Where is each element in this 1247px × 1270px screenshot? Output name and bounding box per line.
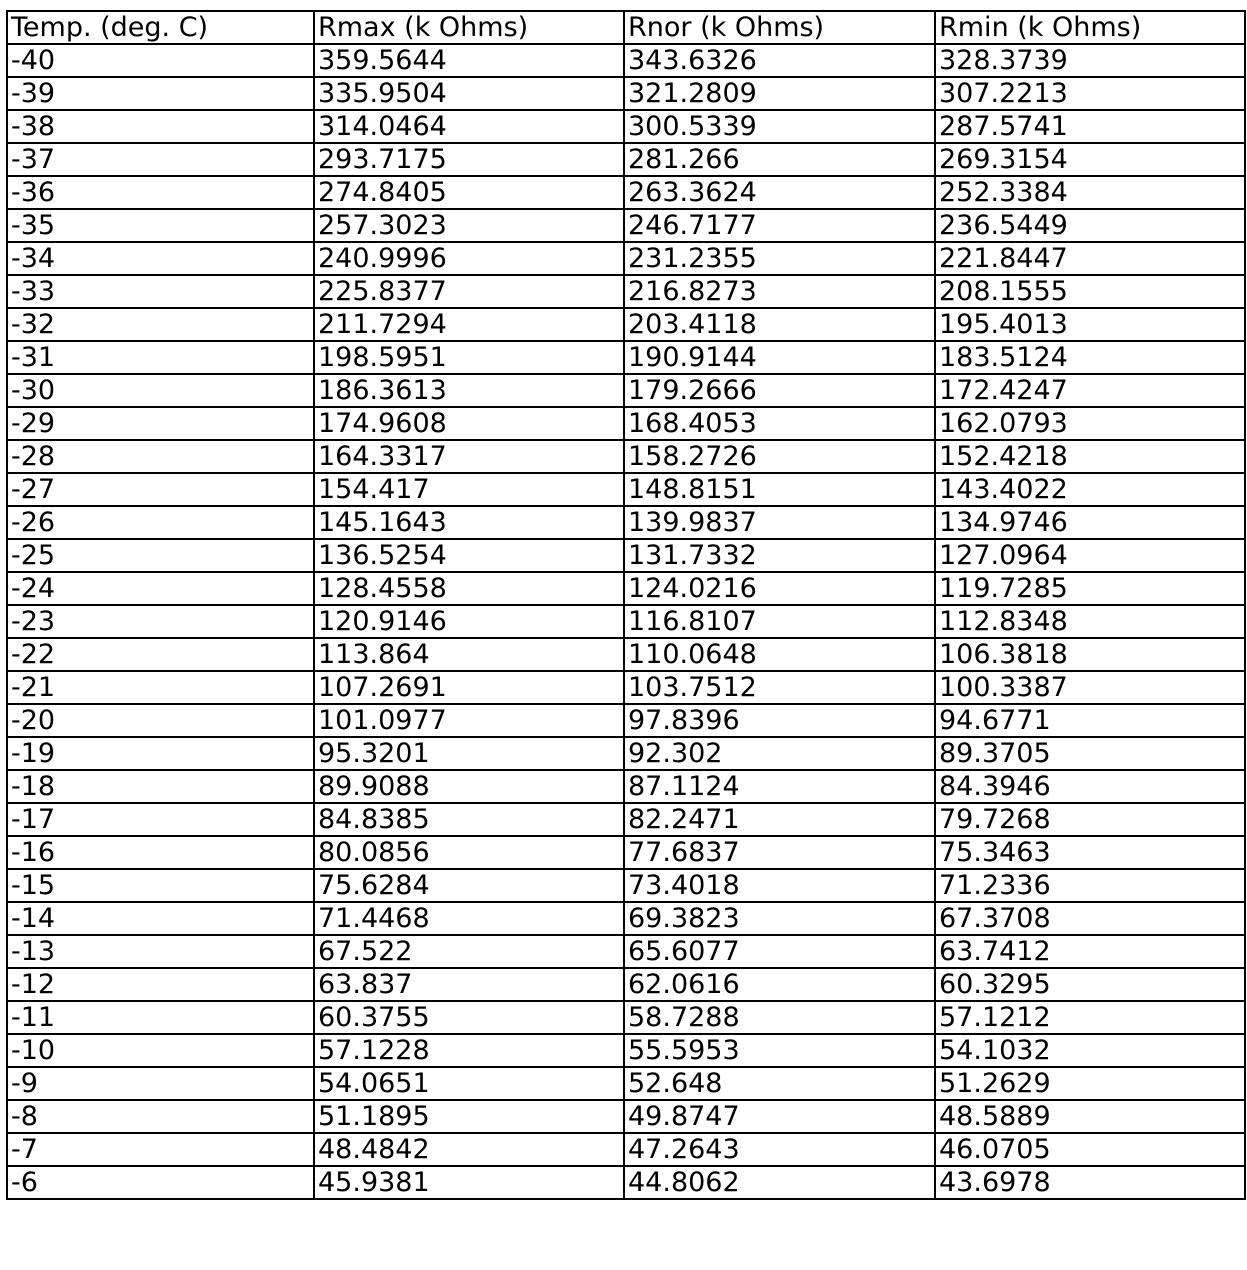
cell-temp[interactable]: -34 bbox=[7, 242, 314, 275]
cell-rmin[interactable]: 252.3384 bbox=[935, 176, 1245, 209]
cell-rmin[interactable]: 54.1032 bbox=[935, 1034, 1245, 1067]
cell-temp[interactable]: -17 bbox=[7, 803, 314, 836]
cell-rmax[interactable]: 113.864 bbox=[314, 638, 624, 671]
cell-temp[interactable]: -20 bbox=[7, 704, 314, 737]
cell-rmax[interactable]: 45.9381 bbox=[314, 1166, 624, 1199]
cell-rnor[interactable]: 281.266 bbox=[624, 143, 935, 176]
cell-rnor[interactable]: 103.7512 bbox=[624, 671, 935, 704]
cell-temp[interactable]: -23 bbox=[7, 605, 314, 638]
cell-rmax[interactable]: 89.9088 bbox=[314, 770, 624, 803]
resistance-temperature-table bbox=[6, 10, 1246, 1200]
cell-rmax[interactable]: 54.0651 bbox=[314, 1067, 624, 1100]
cell-rmin[interactable]: 134.9746 bbox=[935, 506, 1245, 539]
header-rnor[interactable]: Rnor (k Ohms) bbox=[624, 11, 935, 44]
cell-temp[interactable]: -6 bbox=[7, 1166, 314, 1199]
cell-rmax[interactable]: 57.1228 bbox=[314, 1034, 624, 1067]
table-row bbox=[7, 1166, 1245, 1199]
table-row bbox=[7, 110, 1245, 143]
cell-temp[interactable]: -25 bbox=[7, 539, 314, 572]
cell-rnor[interactable]: 343.6326 bbox=[624, 44, 935, 77]
cell-rnor[interactable]: 47.2643 bbox=[624, 1133, 935, 1166]
cell-temp[interactable]: -16 bbox=[7, 836, 314, 869]
cell-rmax[interactable]: 257.3023 bbox=[314, 209, 624, 242]
cell-temp[interactable]: -18 bbox=[7, 770, 314, 803]
cell-rnor[interactable]: 158.2726 bbox=[624, 440, 935, 473]
cell-rmax[interactable]: 51.1895 bbox=[314, 1100, 624, 1133]
table-row bbox=[7, 473, 1245, 506]
table-body bbox=[7, 44, 1245, 1199]
cell-rmax[interactable]: 101.0977 bbox=[314, 704, 624, 737]
table-row bbox=[7, 44, 1245, 77]
cell-rnor[interactable]: 321.2809 bbox=[624, 77, 935, 110]
cell-rmax[interactable]: 240.9996 bbox=[314, 242, 624, 275]
cell-rnor[interactable]: 49.8747 bbox=[624, 1100, 935, 1133]
cell-temp[interactable]: -21 bbox=[7, 671, 314, 704]
cell-temp[interactable]: -10 bbox=[7, 1034, 314, 1067]
cell-temp[interactable]: -27 bbox=[7, 473, 314, 506]
cell-rnor[interactable]: 300.5339 bbox=[624, 110, 935, 143]
cell-rnor[interactable]: 73.4018 bbox=[624, 869, 935, 902]
cell-temp[interactable]: -35 bbox=[7, 209, 314, 242]
cell-temp[interactable]: -19 bbox=[7, 737, 314, 770]
cell-temp[interactable]: -7 bbox=[7, 1133, 314, 1166]
cell-rnor[interactable]: 62.0616 bbox=[624, 968, 935, 1001]
cell-rnor[interactable]: 139.9837 bbox=[624, 506, 935, 539]
cell-rmax[interactable]: 274.8405 bbox=[314, 176, 624, 209]
cell-rmax[interactable]: 48.4842 bbox=[314, 1133, 624, 1166]
table-row bbox=[7, 572, 1245, 605]
table-row bbox=[7, 935, 1245, 968]
cell-rmin[interactable]: 127.0964 bbox=[935, 539, 1245, 572]
table-row bbox=[7, 737, 1245, 770]
cell-rnor[interactable]: 124.0216 bbox=[624, 572, 935, 605]
cell-rmax[interactable]: 186.3613 bbox=[314, 374, 624, 407]
cell-rmin[interactable]: 84.3946 bbox=[935, 770, 1245, 803]
cell-rmin[interactable]: 172.4247 bbox=[935, 374, 1245, 407]
cell-temp[interactable]: -31 bbox=[7, 341, 314, 374]
cell-rmin[interactable]: 208.1555 bbox=[935, 275, 1245, 308]
cell-rmax[interactable]: 120.9146 bbox=[314, 605, 624, 638]
cell-rnor[interactable]: 203.4118 bbox=[624, 308, 935, 341]
table-row bbox=[7, 902, 1245, 935]
cell-rmin[interactable]: 67.3708 bbox=[935, 902, 1245, 935]
cell-rnor[interactable]: 246.7177 bbox=[624, 209, 935, 242]
cell-temp[interactable]: -11 bbox=[7, 1001, 314, 1034]
cell-temp[interactable]: -9 bbox=[7, 1067, 314, 1100]
cell-rmin[interactable]: 46.0705 bbox=[935, 1133, 1245, 1166]
cell-temp[interactable]: -15 bbox=[7, 869, 314, 902]
cell-rmin[interactable]: 57.1212 bbox=[935, 1001, 1245, 1034]
cell-rmin[interactable]: 79.7268 bbox=[935, 803, 1245, 836]
cell-temp[interactable]: -37 bbox=[7, 143, 314, 176]
cell-rmin[interactable]: 221.8447 bbox=[935, 242, 1245, 275]
table-row bbox=[7, 704, 1245, 737]
spreadsheet bbox=[6, 10, 1244, 1200]
table-row bbox=[7, 242, 1245, 275]
cell-rmin[interactable]: 75.3463 bbox=[935, 836, 1245, 869]
cell-rnor[interactable]: 52.648 bbox=[624, 1067, 935, 1100]
cell-rmax[interactable]: 67.522 bbox=[314, 935, 624, 968]
table-row bbox=[7, 671, 1245, 704]
cell-rmax[interactable]: 145.1643 bbox=[314, 506, 624, 539]
table-row bbox=[7, 836, 1245, 869]
table-row bbox=[7, 143, 1245, 176]
table-row bbox=[7, 275, 1245, 308]
table-row bbox=[7, 1133, 1245, 1166]
cell-temp[interactable]: -24 bbox=[7, 572, 314, 605]
table-row bbox=[7, 77, 1245, 110]
cell-rmin[interactable]: 143.4022 bbox=[935, 473, 1245, 506]
cell-rmax[interactable]: 335.9504 bbox=[314, 77, 624, 110]
table-row bbox=[7, 539, 1245, 572]
cell-rmax[interactable]: 164.3317 bbox=[314, 440, 624, 473]
cell-rnor[interactable]: 58.7288 bbox=[624, 1001, 935, 1034]
cell-rmax[interactable]: 314.0464 bbox=[314, 110, 624, 143]
cell-rmax[interactable]: 107.2691 bbox=[314, 671, 624, 704]
cell-rmax[interactable]: 211.7294 bbox=[314, 308, 624, 341]
table-row bbox=[7, 341, 1245, 374]
table-row bbox=[7, 1034, 1245, 1067]
cell-rnor[interactable]: 44.8062 bbox=[624, 1166, 935, 1199]
table-row bbox=[7, 506, 1245, 539]
table-row bbox=[7, 770, 1245, 803]
cell-rmax[interactable]: 128.4558 bbox=[314, 572, 624, 605]
cell-temp[interactable]: -36 bbox=[7, 176, 314, 209]
cell-rmax[interactable]: 75.6284 bbox=[314, 869, 624, 902]
table-row bbox=[7, 374, 1245, 407]
cell-rnor[interactable]: 263.3624 bbox=[624, 176, 935, 209]
table-row bbox=[7, 968, 1245, 1001]
cell-rnor[interactable]: 190.9144 bbox=[624, 341, 935, 374]
table-row bbox=[7, 869, 1245, 902]
cell-rmin[interactable]: 48.5889 bbox=[935, 1100, 1245, 1133]
header-rmin[interactable]: Rmin (k Ohms) bbox=[935, 11, 1245, 44]
cell-rmax[interactable]: 198.5951 bbox=[314, 341, 624, 374]
table-row bbox=[7, 605, 1245, 638]
cell-rmin[interactable]: 63.7412 bbox=[935, 935, 1245, 968]
cell-rmax[interactable]: 84.8385 bbox=[314, 803, 624, 836]
cell-rmin[interactable]: 236.5449 bbox=[935, 209, 1245, 242]
table-row bbox=[7, 440, 1245, 473]
table-row bbox=[7, 209, 1245, 242]
cell-rnor[interactable]: 55.5953 bbox=[624, 1034, 935, 1067]
cell-temp[interactable]: -39 bbox=[7, 77, 314, 110]
cell-rmin[interactable]: 269.3154 bbox=[935, 143, 1245, 176]
cell-temp[interactable]: -38 bbox=[7, 110, 314, 143]
header-row bbox=[7, 11, 1245, 44]
cell-rmax[interactable]: 71.4468 bbox=[314, 902, 624, 935]
cell-rmax[interactable]: 60.3755 bbox=[314, 1001, 624, 1034]
cell-temp[interactable]: -14 bbox=[7, 902, 314, 935]
cell-rmin[interactable]: 112.8348 bbox=[935, 605, 1245, 638]
cell-temp[interactable]: -33 bbox=[7, 275, 314, 308]
cell-rmin[interactable]: 51.2629 bbox=[935, 1067, 1245, 1100]
table-row bbox=[7, 1100, 1245, 1133]
cell-rmax[interactable]: 154.417 bbox=[314, 473, 624, 506]
cell-temp[interactable]: -26 bbox=[7, 506, 314, 539]
cell-rmin[interactable]: 94.6771 bbox=[935, 704, 1245, 737]
cell-temp[interactable]: -29 bbox=[7, 407, 314, 440]
cell-rnor[interactable]: 179.2666 bbox=[624, 374, 935, 407]
cell-temp[interactable]: -22 bbox=[7, 638, 314, 671]
cell-rnor[interactable]: 82.2471 bbox=[624, 803, 935, 836]
cell-rmin[interactable]: 195.4013 bbox=[935, 308, 1245, 341]
cell-rmin[interactable]: 100.3387 bbox=[935, 671, 1245, 704]
cell-rnor[interactable]: 87.1124 bbox=[624, 770, 935, 803]
table-row bbox=[7, 638, 1245, 671]
cell-rmin[interactable]: 71.2336 bbox=[935, 869, 1245, 902]
cell-rmin[interactable]: 287.5741 bbox=[935, 110, 1245, 143]
cell-rmin[interactable]: 89.3705 bbox=[935, 737, 1245, 770]
table-row bbox=[7, 1001, 1245, 1034]
cell-rmin[interactable]: 328.3739 bbox=[935, 44, 1245, 77]
cell-rmin[interactable]: 162.0793 bbox=[935, 407, 1245, 440]
cell-rmin[interactable]: 119.7285 bbox=[935, 572, 1245, 605]
cell-temp[interactable]: -12 bbox=[7, 968, 314, 1001]
cell-rmin[interactable]: 43.6978 bbox=[935, 1166, 1245, 1199]
cell-rmax[interactable]: 225.8377 bbox=[314, 275, 624, 308]
table-row bbox=[7, 308, 1245, 341]
cell-rmax[interactable]: 174.9608 bbox=[314, 407, 624, 440]
cell-temp[interactable]: -32 bbox=[7, 308, 314, 341]
cell-rnor[interactable]: 231.2355 bbox=[624, 242, 935, 275]
cell-rnor[interactable]: 148.8151 bbox=[624, 473, 935, 506]
header-rmax[interactable]: Rmax (k Ohms) bbox=[314, 11, 624, 44]
cell-rmax[interactable]: 293.7175 bbox=[314, 143, 624, 176]
cell-rmin[interactable]: 307.2213 bbox=[935, 77, 1245, 110]
cell-rmax[interactable]: 359.5644 bbox=[314, 44, 624, 77]
cell-rmin[interactable]: 106.3818 bbox=[935, 638, 1245, 671]
cell-rnor[interactable]: 97.8396 bbox=[624, 704, 935, 737]
table-row bbox=[7, 407, 1245, 440]
cell-rmax[interactable]: 63.837 bbox=[314, 968, 624, 1001]
table-row bbox=[7, 1067, 1245, 1100]
cell-temp[interactable]: -40 bbox=[7, 44, 314, 77]
cell-rmin[interactable]: 183.5124 bbox=[935, 341, 1245, 374]
table-row bbox=[7, 803, 1245, 836]
cell-rmin[interactable]: 152.4218 bbox=[935, 440, 1245, 473]
cell-rmax[interactable]: 95.3201 bbox=[314, 737, 624, 770]
cell-rnor[interactable]: 92.302 bbox=[624, 737, 935, 770]
cell-temp[interactable]: -8 bbox=[7, 1100, 314, 1133]
cell-rnor[interactable]: 69.3823 bbox=[624, 902, 935, 935]
cell-rnor[interactable]: 116.8107 bbox=[624, 605, 935, 638]
cell-rnor[interactable]: 168.4053 bbox=[624, 407, 935, 440]
cell-rmax[interactable]: 136.5254 bbox=[314, 539, 624, 572]
header-temp[interactable]: Temp. (deg. C) bbox=[7, 11, 314, 44]
cell-rnor[interactable]: 65.6077 bbox=[624, 935, 935, 968]
table-row bbox=[7, 176, 1245, 209]
cell-temp[interactable]: -30 bbox=[7, 374, 314, 407]
cell-rnor[interactable]: 131.7332 bbox=[624, 539, 935, 572]
cell-temp[interactable]: -28 bbox=[7, 440, 314, 473]
cell-rnor[interactable]: 77.6837 bbox=[624, 836, 935, 869]
cell-temp[interactable]: -13 bbox=[7, 935, 314, 968]
cell-rnor[interactable]: 216.8273 bbox=[624, 275, 935, 308]
cell-rmin[interactable]: 60.3295 bbox=[935, 968, 1245, 1001]
cell-rnor[interactable]: 110.0648 bbox=[624, 638, 935, 671]
cell-rmax[interactable]: 80.0856 bbox=[314, 836, 624, 869]
